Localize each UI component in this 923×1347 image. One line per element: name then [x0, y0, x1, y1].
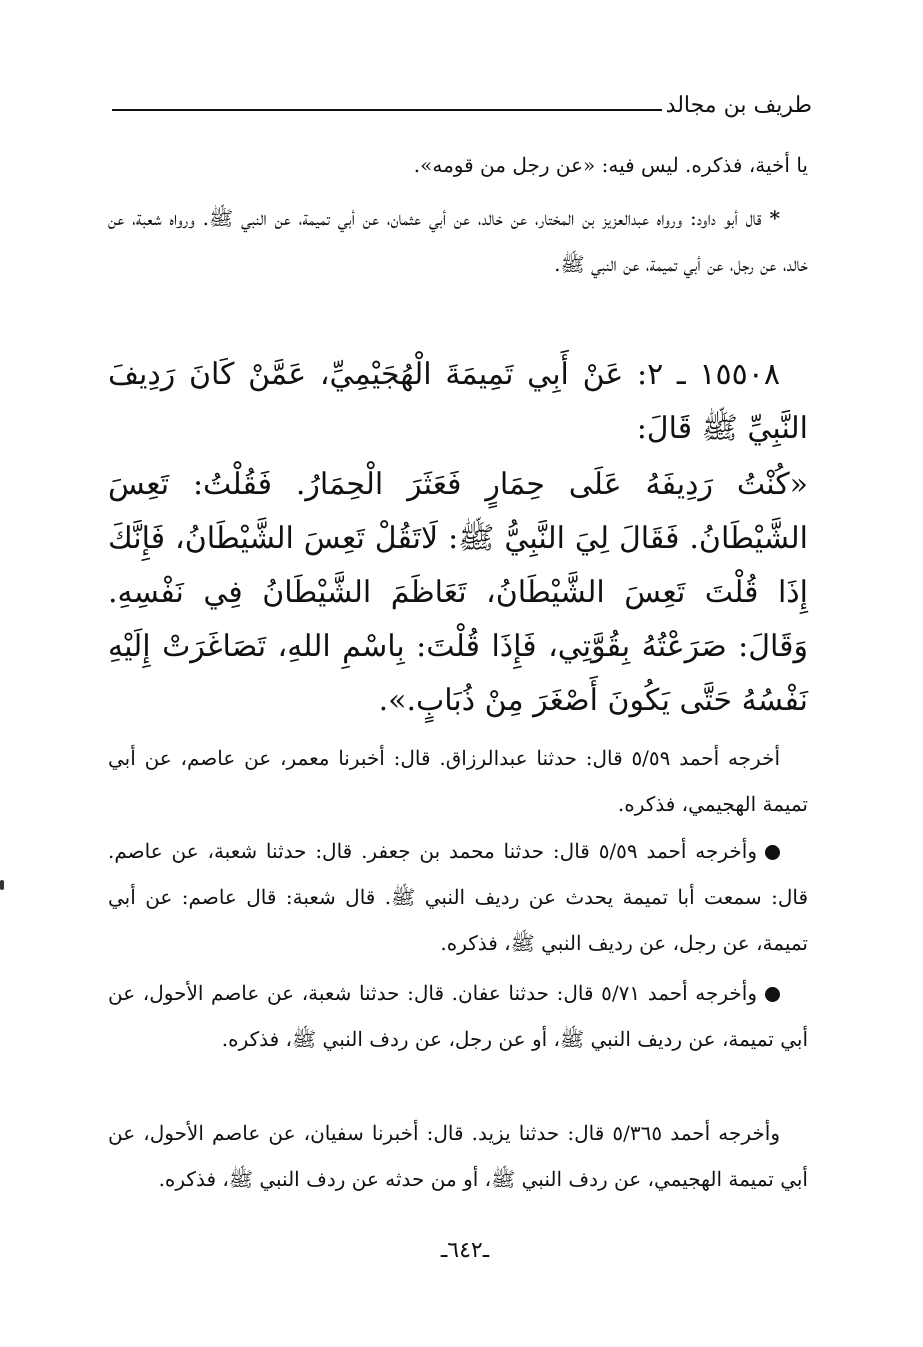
takhrij-paragraph-3	[108, 970, 808, 1062]
takhrij-paragraph-2	[108, 828, 808, 966]
takhrij-paragraph-2-text: وأخرجه أحمد ٥/٥٩ قال: حدثنا محمد بن جعفر. قال: حدثنا شعبة، عن عاصم. قال: سمعت أبا تميمة يحدث عن رديف النبي ﷺ. قال شعبة: قال عاصم: عن أبي تميمة، عن رجل، عن رديف النبي ﷺ، فذكره.	[108, 839, 809, 955]
paragraph-continuation: يا أخية، فذكره. ليس فيه: «عن رجل من قومه».	[413, 153, 808, 177]
paragraph-abu-dawud-note	[108, 195, 808, 287]
running-header-title: طريف بن مجالد	[665, 93, 812, 118]
hadith-heading: ١٥٥٠٨ ـ ٢: عَنْ أَبِي تَمِيمَةَ الْهُجَيْمِيِّ، عَمَّنْ كَانَ رَدِيفَ النَّبِيِّ ﷺ قَالَ:	[108, 357, 808, 446]
bullet-dot-icon	[765, 987, 780, 1002]
takhrij-paragraph-4: وأخرجه أحمد ٥/٣٦٥ قال: حدثنا يزيد. قال: أخبرنا سفيان، عن عاصم الأحول، عن أبي تميمة الهجيمي، عن ردف النبي ﷺ، أو من حدثه عن ردف النبي ﷺ، فذكره.	[108, 1121, 808, 1191]
paragraph-abu-dawud-text: قال أبو داود: ورواه عبدالعزيز بن المختار، عن خالد، عن أبي عثمان، عن أبي تميمة، عن النبي ﷺ. ورواه شعبة، عن خالد، عن رجل، عن أبي تميمة، عن النبي ﷺ.	[108, 206, 808, 276]
scan-edge-mark	[0, 880, 4, 890]
header-rule-line	[112, 109, 662, 111]
running-header	[112, 88, 812, 128]
bullet-dot-icon	[765, 845, 780, 860]
takhrij-paragraph-1: أخرجه أحمد ٥/٥٩ قال: حدثنا عبدالرزاق. قال: أخبرنا معمر، عن عاصم، عن أبي تميمة الهجيمي، فذكره.	[108, 746, 808, 816]
hadith-matn: «كُنْتُ رَدِيفَهُ عَلَى حِمَارٍ فَعَثَرَ الْحِمَارُ. فَقُلْتُ: تَعِسَ الشَّيْطَانُ. فَقَالَ لِيَ النَّبِيُّ ﷺ: لَاتَقُلْ تَعِسَ الشَّيْطَانُ، فَإِنَّكَ إِذَا قُلْتَ تَعِسَ الشَّيْطَانُ، تَعَاظَمَ الشَّيْطَانُ فِي نَفْسِهِ. وَقَالَ: صَرَعْتُهُ بِقُوَّتِي، فَإِذَا قُلْتَ: بِاسْمِ اللهِ، تَصَاغَرَتْ إِلَيْهِ نَفْسُهُ حَتَّى يَكُونَ أَصْغَرَ مِنْ ذُبَابٍ.».	[108, 467, 808, 718]
takhrij-paragraph-3-text: وأخرجه أحمد ٥/٧١ قال: حدثنا عفان. قال: حدثنا شعبة، عن عاصم الأحول، عن أبي تميمة، عن رديف النبي ﷺ، أو عن رجل، عن ردف النبي ﷺ، فذكره.	[108, 981, 808, 1051]
star-marker: *	[769, 206, 780, 230]
page-number: ـ٦٤٢ـ	[440, 1238, 490, 1263]
